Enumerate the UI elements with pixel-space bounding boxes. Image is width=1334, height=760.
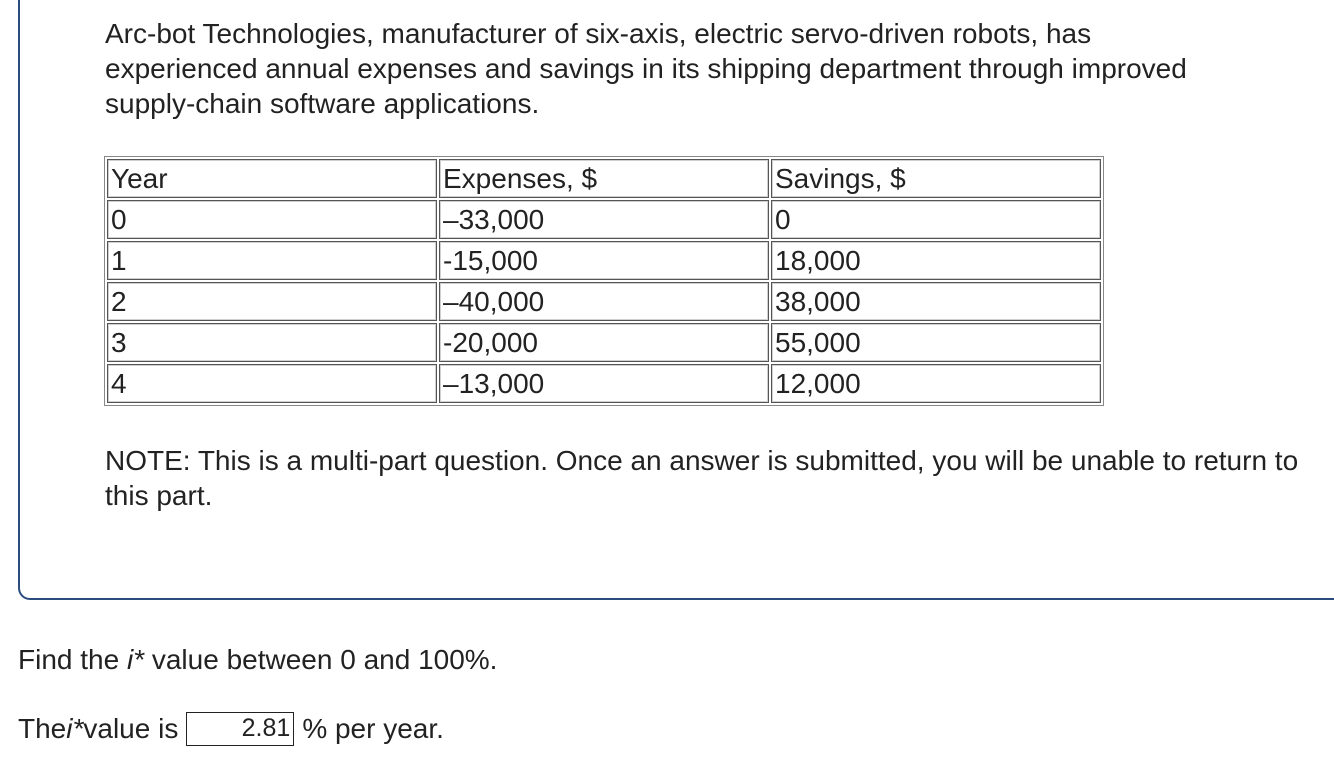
answer-input[interactable]: 2.81 (186, 712, 294, 746)
expenses-cell: -20,000 (439, 323, 769, 362)
prompt-suffix: value between 0 and 100%. (144, 644, 498, 675)
table-header-row (107, 159, 1101, 198)
expenses-cell: –33,000 (439, 200, 769, 239)
table-row (107, 364, 1101, 403)
answer-suffix: % per year. (302, 713, 444, 744)
table-row (107, 282, 1101, 321)
expenses-cell: -15,000 (439, 241, 769, 280)
table-row (107, 241, 1101, 280)
expenses-cell: –40,000 (439, 282, 769, 321)
multi-part-note: NOTE: This is a multi-part question. Once an answer is submitted, you will be unable to return to this part. (105, 445, 1299, 511)
savings-cell: 38,000 (771, 282, 1101, 321)
expenses-cell: –13,000 (439, 364, 769, 403)
prompt-symbol: i* (126, 644, 145, 675)
year-cell: 4 (107, 364, 437, 403)
answer-prefix: The (18, 713, 67, 744)
year-cell: 3 (107, 323, 437, 362)
part-prompt (18, 642, 497, 677)
header-expenses: Expenses, $ (439, 159, 769, 198)
year-cell: 0 (107, 200, 437, 239)
table-row (107, 323, 1101, 362)
cash-flow-table (104, 156, 1104, 406)
prompt-prefix: Find the (18, 644, 127, 675)
savings-cell: 12,000 (771, 364, 1101, 403)
savings-cell: 18,000 (771, 241, 1101, 280)
problem-statement: Arc-bot Technologies, manufacturer of six-axis, electric servo-driven robots, has experienced annual expenses and savings in its shipping department through improved supply-chain software applications. (105, 18, 1187, 119)
year-cell: 2 (107, 282, 437, 321)
table-row (107, 200, 1101, 239)
answer-symbol: i* (66, 713, 84, 744)
year-cell: 1 (107, 241, 437, 280)
answer-mid: value is (83, 713, 179, 744)
header-year: Year (107, 159, 437, 198)
answer-line (18, 710, 444, 748)
header-savings: Savings, $ (771, 159, 1101, 198)
savings-cell: 55,000 (771, 323, 1101, 362)
savings-cell: 0 (771, 200, 1101, 239)
